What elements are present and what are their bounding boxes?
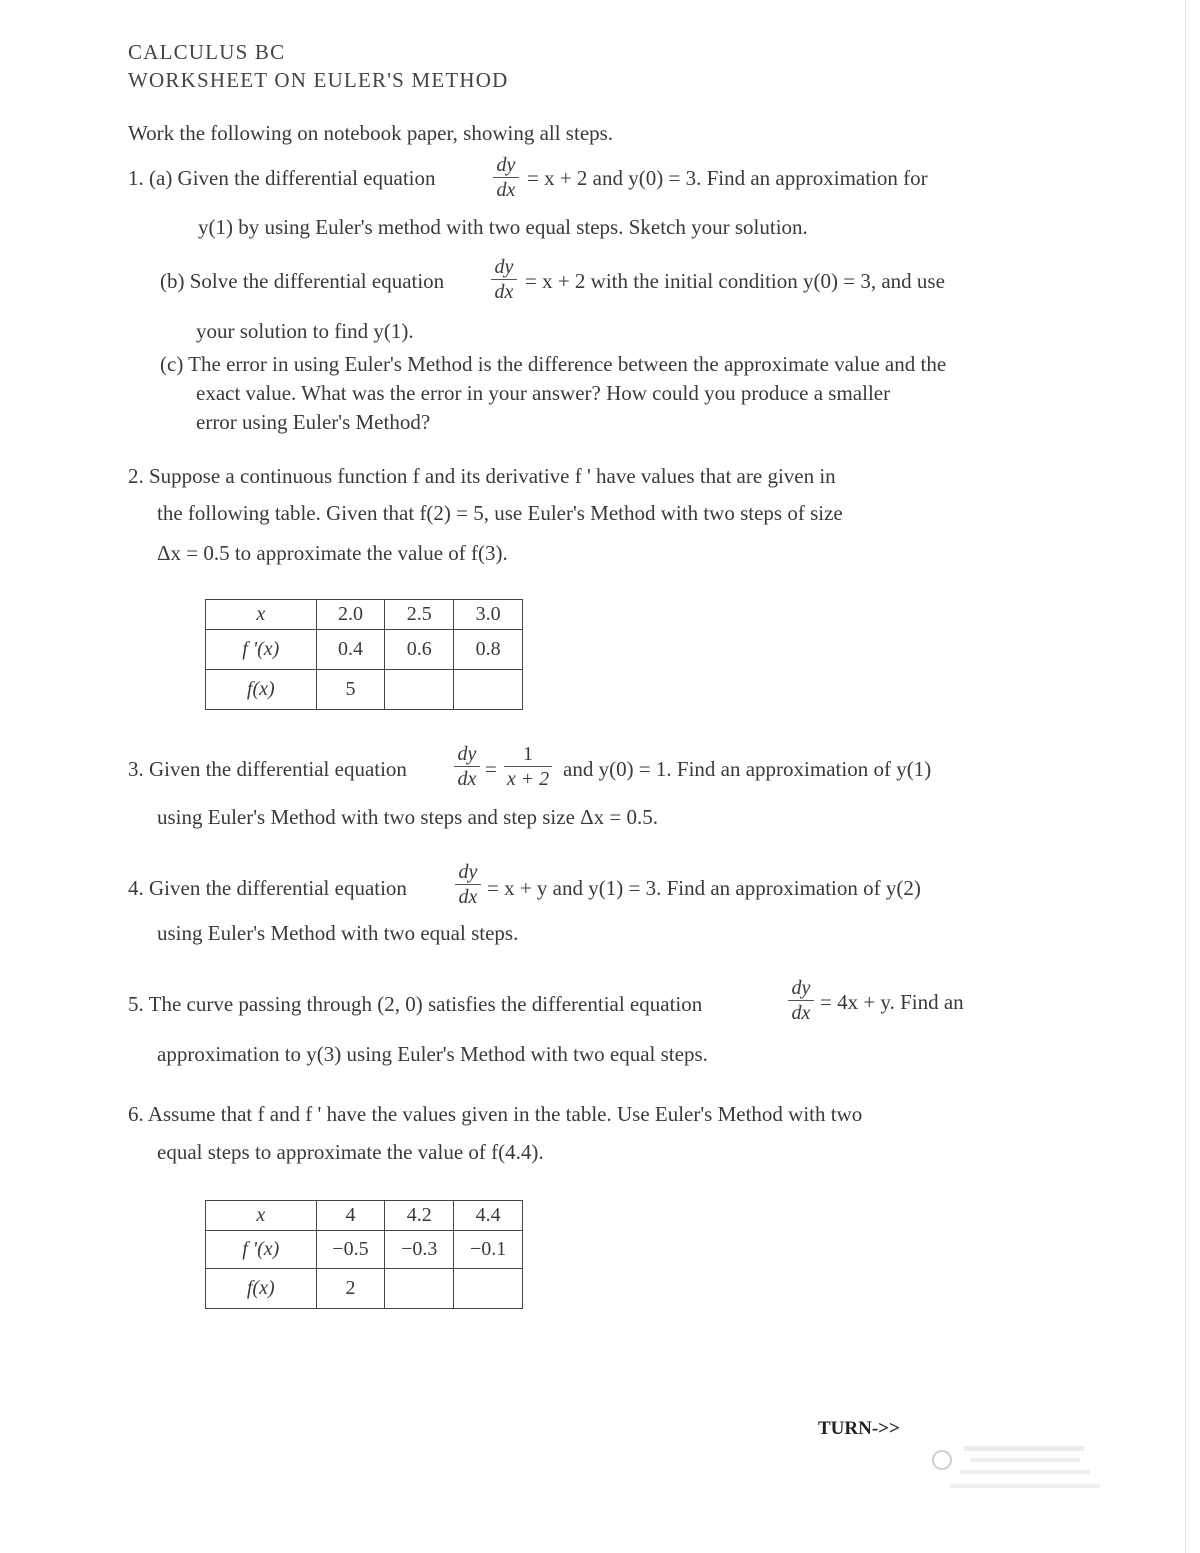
table-cell: f(x) [206,670,317,710]
table-cell: −0.5 [316,1231,385,1269]
problem-2-line2: the following table. Given that f(2) = 5, use Euler's Method with two steps of size [157,501,843,525]
problem-1b-fraction [489,255,519,304]
table-cell: 2.5 [385,600,454,630]
instructions: Work the following on notebook paper, showing all steps. [128,121,614,145]
problem-1b-line2: your solution to find y(1). [196,319,414,343]
problem-4-label: 4. Given the differential equation [128,876,407,900]
problem-1a-label: 1. (a) Given the differential equation [128,166,436,190]
fraction-numerator: 1 [523,743,533,765]
table-row-x [206,600,523,630]
problem-1a-line2: y(1) by using Euler's method with two equal steps. Sketch your solution. [198,215,808,239]
fraction-denominator: dx [791,1002,811,1024]
table-cell: f '(x) [206,630,317,670]
table-cell: −0.3 [385,1231,454,1269]
problem-5-line2: approximation to y(3) using Euler's Method with two equal steps. [157,1042,708,1066]
faded-stamp-graphic [930,1440,1110,1500]
table-cell [385,1269,454,1309]
table-cell: f '(x) [206,1231,317,1269]
problem-3-label: 3. Given the differential equation [128,757,407,781]
table-row-fprime [206,630,523,670]
table-cell: 0.6 [385,630,454,670]
fraction-denominator: dx [457,768,477,790]
fraction-denominator: dx [458,886,478,908]
problem-1b-rhs: = x + 2 with the initial condition y(0) = 3, and use [525,269,945,293]
table-cell: 2 [316,1269,385,1309]
table-cell [454,670,523,710]
table-cell: x [206,1201,317,1231]
problem-6-line2: equal steps to approximate the value of f(4.4). [157,1140,544,1164]
problem-1c-line2: exact value. What was the error in your answer? How could you produce a smaller [196,381,891,405]
problem-2-table [205,599,523,710]
worksheet-title: WORKSHEET ON EULER'S METHOD [128,68,509,92]
problem-2-line3: Δx = 0.5 to approximate the value of f(3). [157,541,508,565]
problem-5-rhs: = 4x + y. Find an [820,990,964,1014]
fraction-denominator: dx [496,179,516,201]
problem-3-fraction-dydx [452,742,482,791]
problem-5-fraction [786,976,816,1025]
fraction-numerator: dy [458,861,478,883]
fraction-numerator: dy [496,154,516,176]
problem-3-fraction-rhs [502,742,554,791]
fraction-numerator: dy [494,256,514,278]
fraction-denominator: dx [494,281,514,303]
fraction-numerator: dy [457,743,477,765]
table-cell: 4 [316,1201,385,1231]
problem-2-line1: 2. Suppose a continuous function f and its derivative f ' have values that are given in [128,464,836,488]
problem-1c-line1: (c) The error in using Euler's Method is the difference between the approximate value and the [160,352,947,376]
table-cell: 0.8 [454,630,523,670]
problem-4-fraction [453,860,483,909]
table-cell: −0.1 [454,1231,523,1269]
turn-label: TURN->> [818,1418,900,1439]
table-row-fprime [206,1231,523,1269]
page-edge [1185,0,1186,1553]
problem-3-rhs: and y(0) = 1. Find an approximation of y(1) [563,757,932,781]
table-cell: 2.0 [316,600,385,630]
fraction-denominator: x + 2 [506,768,550,790]
problem-6-line1: 6. Assume that f and f ' have the values given in the table. Use Euler's Method with two [128,1102,863,1126]
table-cell: 0.4 [316,630,385,670]
table-cell: x [206,600,317,630]
problem-5-label: 5. The curve passing through (2, 0) satisfies the differential equation [128,992,703,1016]
problem-1a-fraction [491,153,521,202]
problem-3-line2: using Euler's Method with two steps and step size Δx = 0.5. [157,805,658,829]
equals-sign: = [485,757,497,781]
table-cell [454,1269,523,1309]
table-row-f [206,670,523,710]
table-cell: 5 [316,670,385,710]
problem-1a-rhs: = x + 2 and y(0) = 3. Find an approximation for [527,166,928,190]
problem-1b-label: (b) Solve the differential equation [160,269,445,293]
problem-1c-line3: error using Euler's Method? [196,410,431,434]
problem-4-rhs: = x + y and y(1) = 3. Find an approximation of y(2) [487,876,921,900]
table-cell: 4.2 [385,1201,454,1231]
table-cell: f(x) [206,1269,317,1309]
table-cell: 4.4 [454,1201,523,1231]
table-row-f [206,1269,523,1309]
table-cell: 3.0 [454,600,523,630]
table-row-x [206,1201,523,1231]
course-title: CALCULUS BC [128,40,286,64]
fraction-numerator: dy [791,977,811,999]
problem-6-table [205,1200,523,1309]
table-cell [385,670,454,710]
problem-4-line2: using Euler's Method with two equal steps. [157,921,519,945]
